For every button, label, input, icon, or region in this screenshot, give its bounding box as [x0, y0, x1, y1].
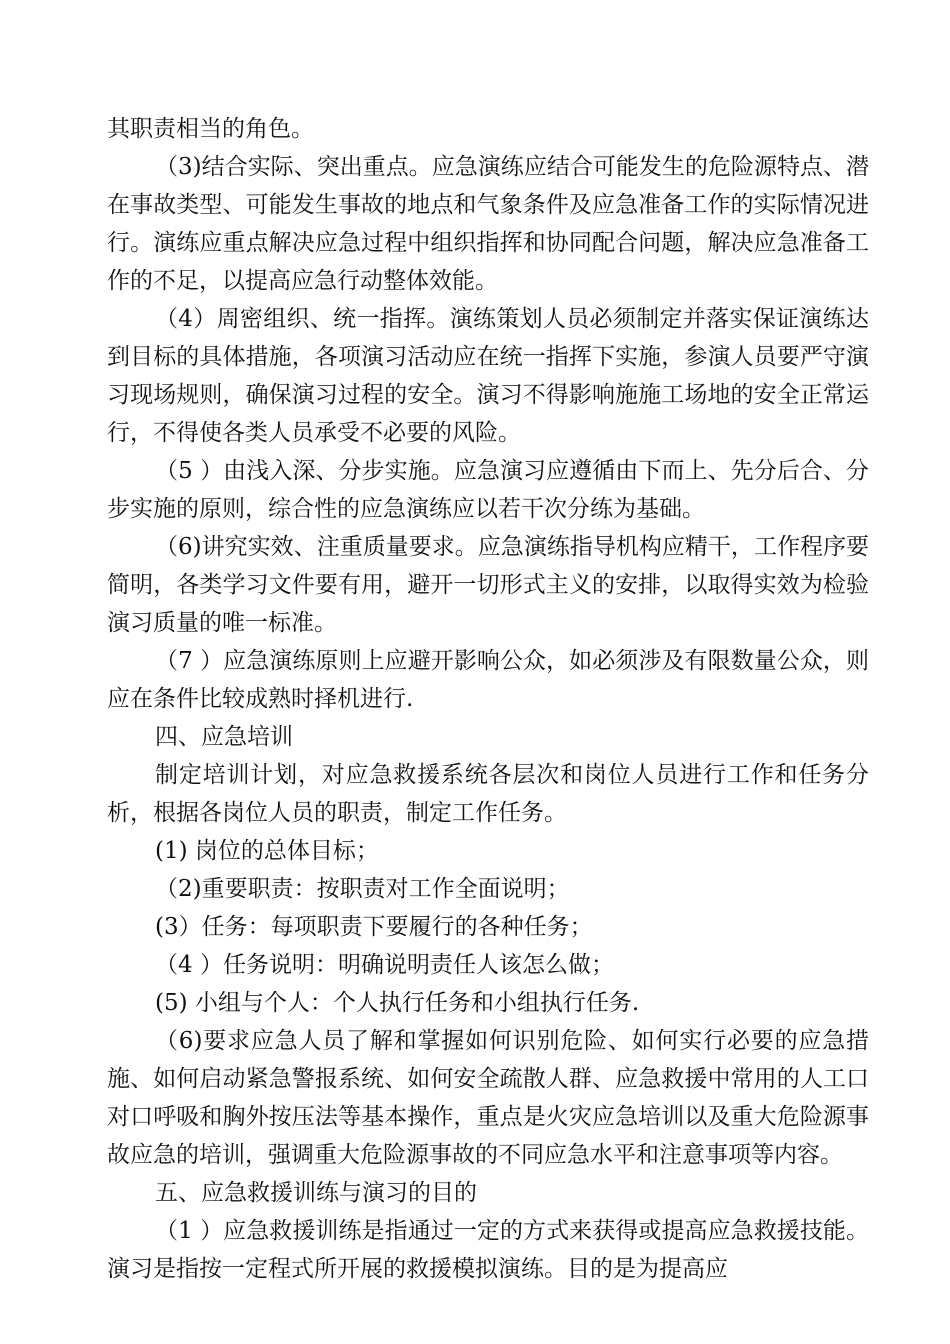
paragraph-8: 制定培训计划，对应急救援系统各层次和岗位人员进行工作和任务分析，根据各岗位人员的职责，制定工作任务。 — [107, 762, 869, 826]
paragraph-1: 其职责相当的角色。 — [107, 116, 314, 142]
document-body — [107, 110, 869, 1288]
list-item-4: （4 ）任务说明：明确说明责任人该怎么做； — [155, 952, 614, 978]
list-item-5: (5) 小组与个人：个人执行任务和小组执行任务. — [155, 990, 640, 1016]
list-item-1: (1) 岗位的总体目标； — [155, 838, 379, 864]
paragraph-6: （7 ）应急演练原则上应避开影响公众，如必须涉及有限数量公众，则应在条件比较成熟时择机进行. — [107, 648, 869, 712]
paragraph-5: （6)讲究实效、注重质量要求。应急演练指导机构应精干，工作程序要简明，各类学习文件要有用，避开一切形式主义的安排，以取得实效为检验演习质量的唯一标准。 — [107, 534, 869, 636]
section-heading-training: 四、应急培训 — [155, 724, 293, 750]
list-item-3: (3）任务：每项职责下要履行的各种任务； — [155, 914, 593, 940]
list-item-2: （2)重要职责：按职责对工作全面说明； — [155, 876, 570, 902]
paragraph-2: （3)结合实际、突出重点。应急演练应结合可能发生的危险源特点、潜在事故类型、可能发生事故的地点和气象条件及应急准备工作的实际情况进行。演练应重点解决应急过程中组织指挥和协同配合问题，解决应急准备工作的不足，以提高应急行动整体效能。 — [107, 154, 869, 294]
section-heading-drill-purpose: 五、应急救援训练与演习的目的 — [155, 1180, 477, 1206]
paragraph-16: （1 ）应急救援训练是指通过一定的方式来获得或提高应急救援技能。演习是指按一定程式所开展的救援模拟演练。目的是为提高应 — [107, 1218, 869, 1282]
list-item-6: （6)要求应急人员了解和掌握如何识别危险、如何实行必要的应急措施、如何启动紧急警报系统、如何安全疏散人群、应急救援中常用的人工口对口呼吸和胸外按压法等基本操作，重点是火灾应急培训以及重大危险源事故应急的培训，强调重大危险源事故的不同应急水平和注意事项等内容。 — [107, 1028, 869, 1168]
paragraph-3: （4）周密组织、统一指挥。演练策划人员必须制定并落实保证演练达到目标的具体措施，各项演习活动应在统一指挥下实施，参演人员要严守演习现场规则，确保演习过程的安全。演习不得影响施施工场地的安全正常运行，不得使各类人员承受不必要的风险。 — [107, 306, 869, 446]
paragraph-4: （5 ）由浅入深、分步实施。应急演习应遵循由下而上、先分后合、分步实施的原则，综合性的应急演练应以若干次分练为基础。 — [107, 458, 869, 522]
